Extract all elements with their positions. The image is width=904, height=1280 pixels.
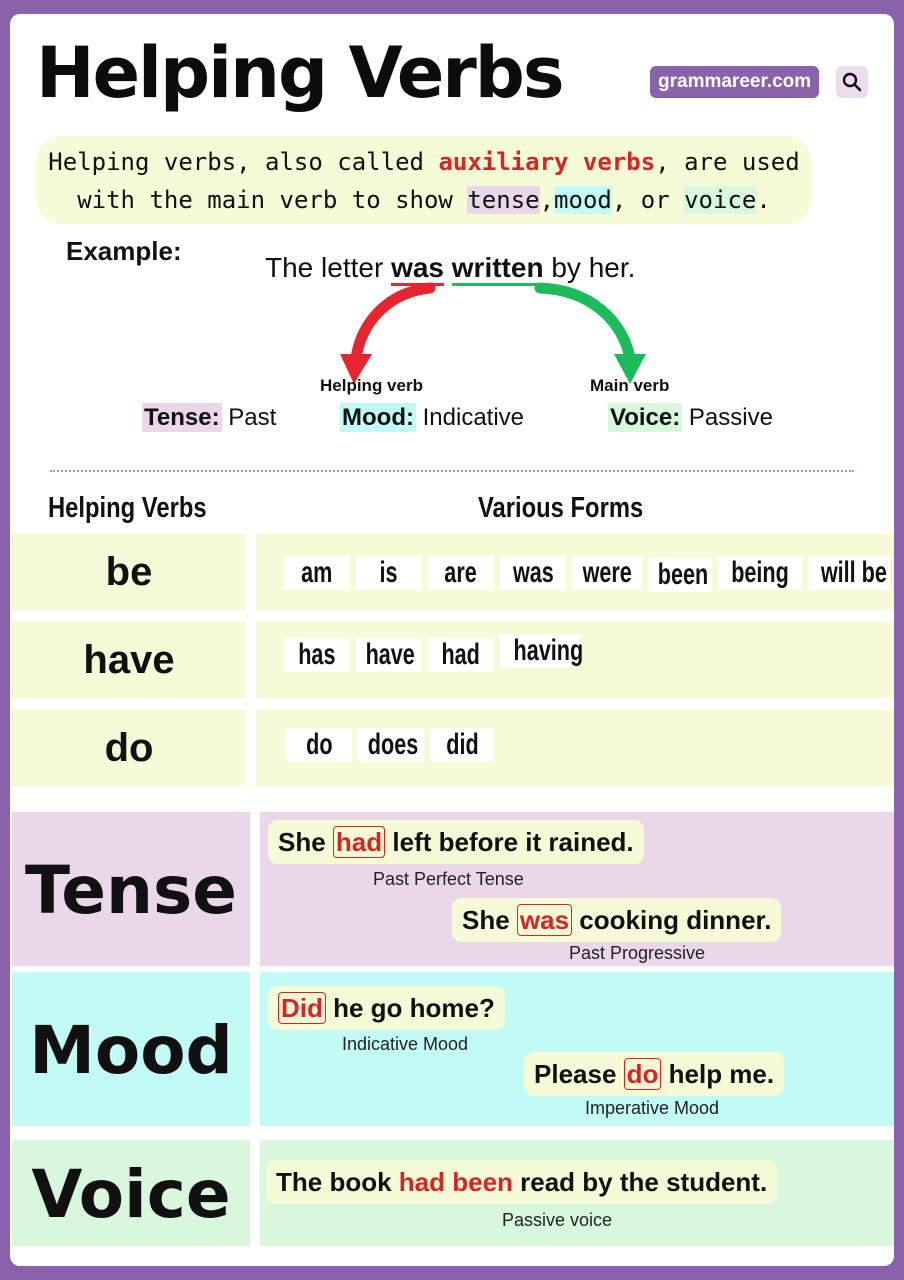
form-chip: had	[428, 638, 494, 672]
definition-line-1: Helping verbs, also called auxiliary verbs, are used	[48, 148, 800, 176]
form-chip: are	[428, 556, 494, 590]
auxiliary-verbs-term: auxiliary verbs	[438, 148, 656, 176]
form-chip: been	[648, 558, 712, 592]
voice-term: voice	[684, 186, 757, 214]
red-arrow-icon	[340, 288, 430, 384]
green-arrow-icon	[540, 288, 646, 384]
search-button[interactable]	[836, 66, 868, 98]
form-chip: has	[284, 638, 350, 672]
mood-section-label: Mood	[12, 972, 250, 1126]
voice-section-label: Voice	[12, 1140, 250, 1246]
site-badge[interactable]: grammareer.com	[650, 66, 819, 98]
column-header-various-forms: Various Forms	[478, 492, 644, 524]
voice-caption-1: Passive voice	[502, 1210, 613, 1230]
tense-property: Tense: Past	[144, 404, 277, 431]
helping-verb-word: was	[391, 252, 444, 286]
example-label: Example:	[66, 236, 182, 266]
voice-section-examples	[260, 1140, 894, 1246]
mood-caption-2: Imperative Mood	[585, 1098, 720, 1118]
table-row-do-forms	[256, 710, 894, 786]
helping-verb-label: Helping verb	[320, 376, 423, 395]
tense-section-label: Tense	[12, 812, 250, 966]
main-verb-label: Main verb	[590, 376, 670, 395]
voice-property: Voice: Passive	[610, 404, 773, 431]
form-chip: being	[718, 556, 802, 590]
tense-section-examples	[260, 812, 894, 966]
tense-term: tense	[467, 186, 540, 214]
tense-caption-1: Past Perfect Tense	[373, 869, 524, 889]
example-arrows	[310, 280, 690, 390]
tense-caption-2: Past Progressive	[569, 943, 706, 963]
page-title: Helping Verbs	[36, 32, 563, 114]
poster-card	[10, 14, 894, 1266]
mood-example-1: Did he go home?	[268, 986, 505, 1030]
column-header-helping-verbs: Helping Verbs	[48, 492, 207, 524]
mood-section-examples	[260, 972, 894, 1126]
form-chip: am	[284, 556, 350, 590]
search-icon	[842, 72, 862, 92]
form-chip: is	[356, 556, 422, 590]
voice-example-1: The book had been read by the student.	[266, 1160, 777, 1204]
table-row-be-forms	[256, 534, 894, 610]
form-chip: will be	[808, 556, 890, 590]
table-row-do-verb: do	[12, 710, 246, 786]
table-row-have-verb: have	[12, 622, 246, 698]
form-chip: does	[358, 728, 424, 762]
mood-property: Mood: Indicative	[342, 404, 525, 431]
main-verb-word: written	[452, 252, 544, 286]
definition-box	[36, 136, 812, 224]
form-chip: was	[500, 556, 566, 590]
definition-line-2: with the main verb to show tense,mood, or voice.	[77, 186, 771, 214]
form-chip: did	[430, 728, 494, 762]
table-row-have-forms	[256, 622, 894, 698]
form-chip: having	[500, 634, 580, 668]
mood-term: mood	[554, 186, 612, 214]
mood-example-2: Please do help me.	[524, 1052, 784, 1096]
form-chip: do	[286, 728, 352, 762]
form-chip: have	[356, 638, 422, 672]
table-row-be-verb: be	[12, 534, 246, 610]
tense-example-1: She had left before it rained.	[268, 820, 644, 864]
mood-caption-1: Indicative Mood	[342, 1034, 469, 1054]
section-divider	[50, 470, 854, 472]
form-chip: were	[572, 556, 642, 590]
tense-example-2: She was cooking dinner.	[452, 898, 781, 942]
example-sentence: The letter was written by her.	[265, 252, 635, 284]
